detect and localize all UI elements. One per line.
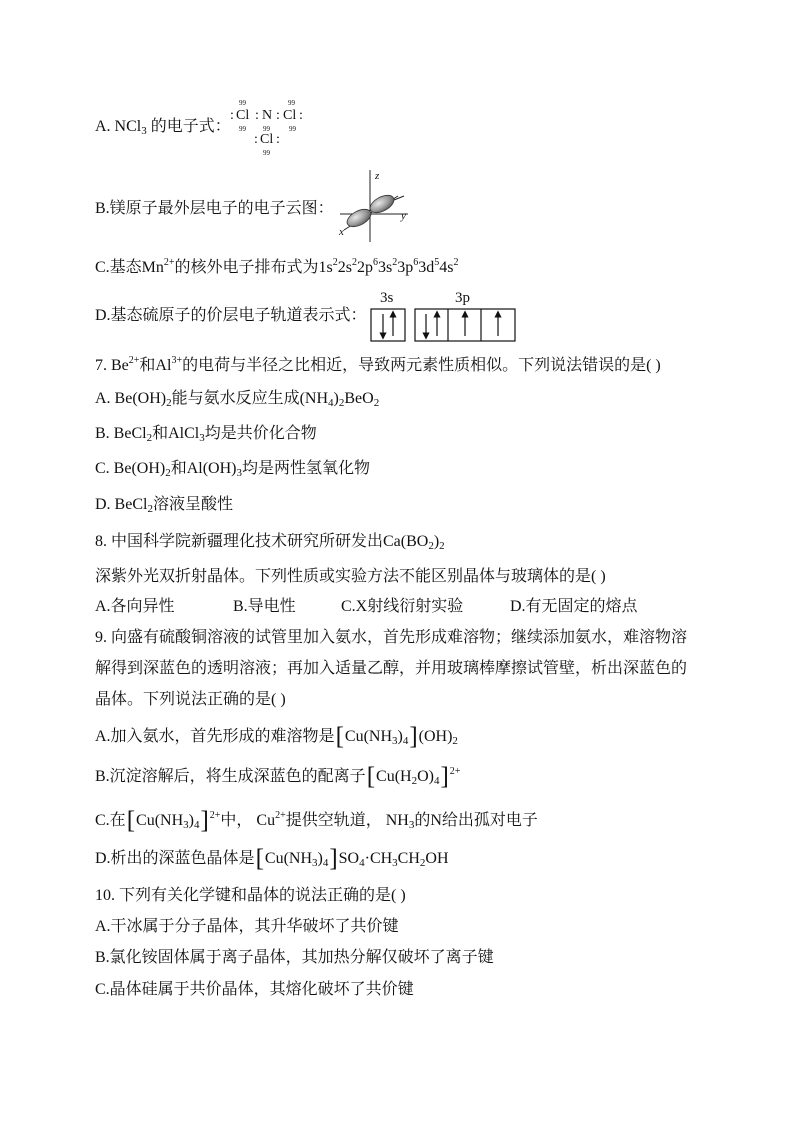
subscript: 3 [199,432,205,444]
text-run: A.干冰属于分子晶体，其升华破坏了共价键 [95,918,399,935]
lewis-colon: : [299,108,303,123]
q10-option-c [95,980,414,1000]
text-run: D. BeCl [95,496,148,513]
text-run: 的电荷与半径之比相近，导致两元素性质相似。下列说法错误的是( ) [182,357,661,374]
text-run: 的N给出孤对电子 [414,812,538,829]
lewis-colon: : [254,132,258,147]
subscript: 4 [433,775,440,787]
q8-option-b: B.导电性 [233,598,296,615]
superscript: 5 [434,257,440,268]
lone-pair: 99 [263,149,270,157]
q9-stem-line3 [95,690,286,710]
q9-stem-line2 [95,659,687,679]
complex-bracket: [ [126,807,136,834]
orbital-box-3s [371,309,405,341]
lone-pair: 99 [239,125,246,133]
q9-option-b [95,763,461,790]
subscript: 4 [322,857,329,869]
text-run: 4s [439,259,454,276]
text-run: 2p [357,259,374,276]
subscript: 4 [402,735,409,747]
y-axis-label: y [401,210,406,222]
chlorine-atom-left: Cl [236,108,250,123]
text-run: 的核外电子排布式为1s [174,259,333,276]
q10-stem [95,886,406,906]
subscript: 2 [439,540,445,552]
text-run: 能与氨水反应生成(NH [171,390,329,407]
complex-bracket: ] [329,845,338,872]
superscript: 2+ [209,810,221,821]
complex-bracket: ] [409,723,418,750]
q9-stem-line1 [95,628,687,648]
sulfur-valence-orbital-diagram [368,306,520,346]
complex-bracket: ] [440,763,449,790]
q7-option-d [95,495,233,515]
text-run: 10. 下列有关化学键和晶体的说法正确的是( ) [95,887,406,904]
superscript: 2+ [128,355,140,366]
q6-option-c [95,258,458,278]
superscript: 2+ [275,810,286,821]
subscript: 2 [338,397,345,409]
superscript: 2 [332,257,338,268]
q10-option-b [95,948,494,968]
q9-option-d [95,845,449,872]
text-run: Cu(NH [344,728,392,745]
text-run: D.基态硫原子的价层电子轨道表示式： [95,307,367,324]
lewis-colon: : [276,132,280,147]
superscript: 6 [413,257,419,268]
complex-bracket: [ [366,763,376,790]
q7-option-a [95,389,379,409]
text-run: B. BeCl [95,425,147,442]
text-run: 均是两性氢氧化物 [242,460,371,477]
text-run: D.析出的深蓝色晶体是 [95,850,255,867]
text-run: ) [397,728,403,745]
superscript: 2 [392,257,398,268]
superscript: 2+ [163,257,175,268]
subscript: 2 [147,503,153,515]
z-axis-label: z [375,170,380,182]
q6-option-d [95,306,367,326]
subscript: 3 [392,735,398,747]
q8-stem-line1 [95,532,445,552]
text-run: 和AlCl [152,425,200,442]
text-run: (OH) [418,728,453,745]
superscript: 2 [352,257,358,268]
superscript: 2 [453,257,459,268]
subscript: 4 [328,397,334,409]
text-run: ) [188,812,194,829]
subscript: 4 [359,857,365,869]
text-run: ) [433,533,440,550]
superscript: 6 [373,257,379,268]
text-run: ) [317,850,323,867]
text-run: 晶体。下列说法正确的是( ) [95,691,286,708]
subscript: 4 [193,819,200,831]
text-run: A.加入氨水，首先形成的难溶物是 [95,728,335,745]
text-run: 解得到深蓝色的透明溶液；再加入适量乙醇，并用玻璃棒摩擦试管壁，析出深蓝色的 [95,660,688,677]
text-run: 中， Cu [220,812,276,829]
subscript: 3 [183,819,189,831]
text-run: B.镁原子最外层电子的电子云图： [95,200,334,217]
q9-option-c [95,807,538,834]
text-run: 均是共价化合物 [204,425,317,442]
q7-option-b [95,424,317,444]
lewis-colon: : [276,108,280,123]
lewis-colon: : [255,108,259,123]
text-run: Cu(NH [264,850,312,867]
text-run: 深紫外光双折射晶体。下列性质或实验方法不能区别晶体与玻璃体的是( ) [95,568,606,585]
orbital-label-3p: 3p [455,290,470,306]
text-run: C.在 [95,812,126,829]
q10-option-a [95,917,399,937]
q6-option-b [95,199,334,219]
text-run: 7. Be [95,357,129,374]
q8-stem-line2 [95,567,606,587]
orbital-label-3s: 3s [380,290,394,306]
subscript: 3 [236,467,242,479]
text-run: OH [425,850,449,867]
bonding-pair: 99 [263,125,270,133]
subscript: 2 [452,735,458,747]
text-run: 和Al(OH) [170,460,237,477]
lone-pair: 99 [289,125,296,133]
lewis-colon: : [230,108,234,123]
text-run: BeO [344,390,374,407]
text-run: B.氯化铵固体属于离子晶体，其加热分解仅破坏了离子键 [95,949,494,966]
q7-stem [95,356,661,376]
text-run: C.晶体硅属于共价晶体，其熔化破坏了共价键 [95,981,414,998]
text-run: B.沉淀溶解后，将生成深蓝色的配离子 [95,768,366,785]
text-run: 溶液呈酸性 [152,496,233,513]
text-run: C. Be(OH) [95,460,166,477]
subscript: 2 [165,467,171,479]
chlorine-atom-right: Cl [283,108,297,123]
subscript: 3 [392,857,398,869]
text-run: 的电子式： [146,118,231,135]
text-run: C.基态Mn [95,259,164,276]
superscript: 2+ [449,766,461,777]
q8-option-a: A.各向异性 [95,598,175,615]
complex-bracket: ] [200,807,209,834]
text-run: 3p [397,259,414,276]
nitrogen-atom: N [262,108,273,123]
lone-pair: 99 [239,99,246,107]
text-run: 提供空轨道， NH [285,812,409,829]
text-run: 3d [418,259,435,276]
x-axis-label: x [339,226,344,238]
text-run: Cu(H [376,768,412,785]
text-run: 2s [337,259,353,276]
subscript: 2 [411,775,418,787]
subscript: 2 [146,432,153,444]
text-run: 8. 中国科学院新疆理化技术研究所研发出Ca(BO [95,533,429,550]
q8-option-c: C.X射线衍射实验 [341,598,464,615]
text-run: O) [417,768,434,785]
q9-option-a [95,723,458,750]
subscript: 3 [408,819,415,831]
complex-bracket: [ [335,723,344,750]
text-run: A. NCl [95,118,142,135]
subscript: 2 [166,397,172,409]
text-run: ·CH [364,850,393,867]
text-run: ) [333,390,339,407]
text-run: Cu(NH [136,812,184,829]
q7-option-c [95,459,370,479]
lone-pair: 99 [288,99,295,107]
q8-option-d: D.有无固定的熔点 [510,598,638,615]
text-run: CH [397,850,420,867]
subscript: 2 [428,540,434,552]
text-run: 9. 向盛有硫酸铜溶液的试管里加入氨水，首先形成难溶物；继续添加氨水，难溶物溶 [95,629,688,646]
q6-option-a [95,117,231,137]
text-run: 3s [378,259,393,276]
superscript: 3+ [171,355,183,366]
complex-bracket: [ [255,845,264,872]
subscript: 3 [312,857,318,869]
chlorine-atom-bottom: Cl [260,132,274,147]
subscript: 2 [419,857,426,869]
subscript: 3 [141,125,147,137]
text-run: A. Be(OH) [95,390,167,407]
subscript: 2 [373,397,380,409]
text-run: 和Al [139,357,172,374]
text-run: SO [338,850,360,867]
